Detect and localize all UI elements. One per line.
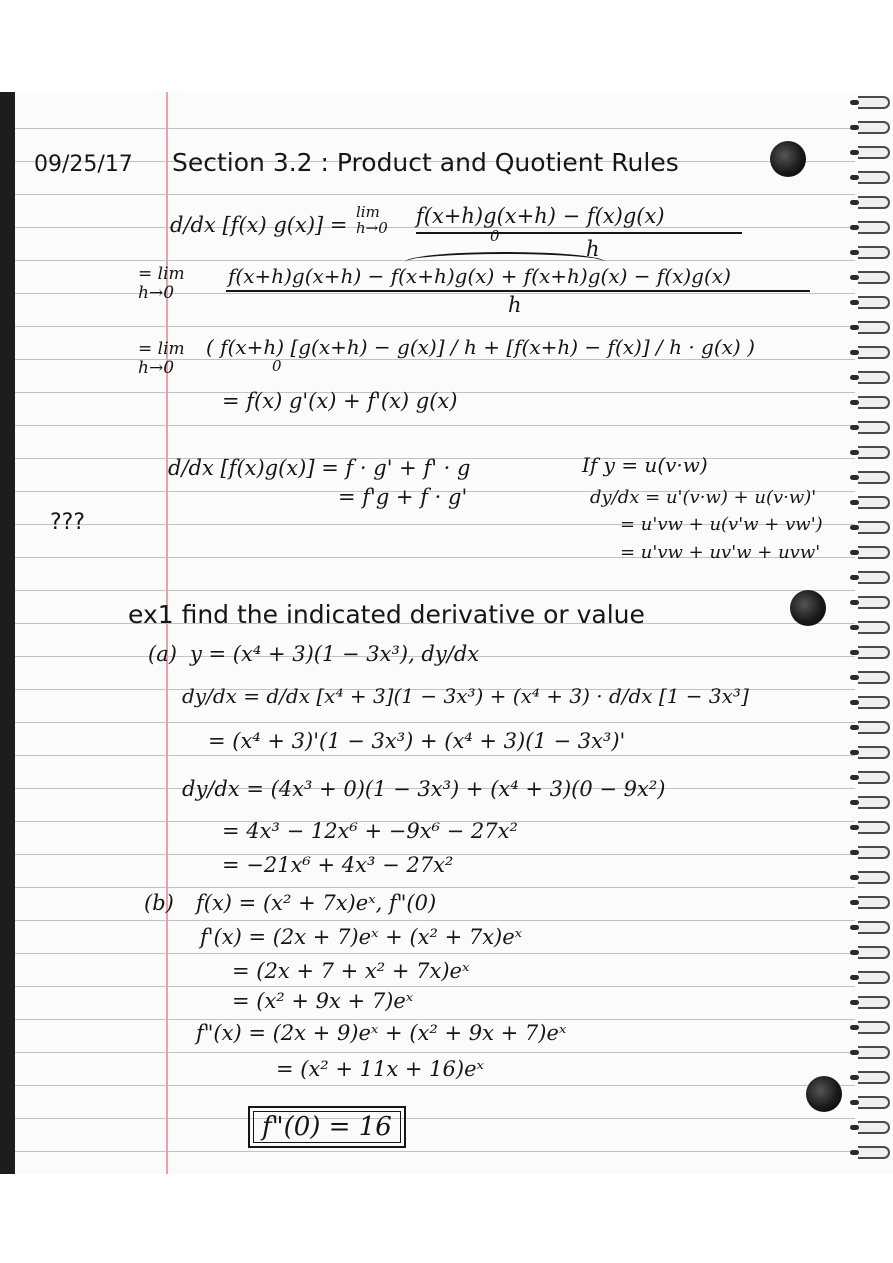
line2-lim: = lim h→0 (138, 264, 185, 303)
punch-hole-icon (790, 590, 826, 626)
spiral-coil-icon (858, 521, 890, 534)
line3-zero-mark: 0 (272, 357, 282, 375)
product-rule-line1: d/dx [f(x)g(x)] = f · g' + f' · g (168, 456, 471, 480)
final-answer: f"(0) = 16 (262, 1112, 392, 1142)
spiral-coil-icon (858, 96, 890, 109)
part-a-label: (a) (148, 642, 177, 666)
punch-hole-icon (770, 141, 806, 177)
spiral-coil-icon (858, 996, 890, 1009)
part-a-step2: = (x⁴ + 3)'(1 − 3x³) + (x⁴ + 3)(1 − 3x³)' (208, 729, 626, 753)
ruled-line (15, 887, 855, 888)
spiral-coil-icon (858, 1146, 890, 1159)
spiral-coil-icon (858, 796, 890, 809)
line3-lim: = lim h→0 (138, 339, 185, 378)
ruled-line (15, 920, 855, 921)
spiral-coil-icon (858, 1021, 890, 1034)
ruled-line (15, 986, 855, 987)
scan-edge (0, 92, 15, 1174)
spiral-coil-icon (858, 121, 890, 134)
spiral-coil-icon (858, 1096, 890, 1109)
spiral-coil-icon (858, 671, 890, 684)
part-b-problem: f(x) = (x² + 7x)eˣ, f"(0) (196, 891, 437, 915)
triple-rule-line2: dy/dx = u'(v·w) + u(v·w)' (590, 487, 817, 508)
spiral-coil-icon (858, 446, 890, 459)
spiral-coil-icon (858, 471, 890, 484)
spiral-coil-icon (858, 571, 890, 584)
note-date: 09/25/17 (34, 152, 133, 177)
spiral-coil-icon (858, 821, 890, 834)
spiral-coil-icon (858, 621, 890, 634)
spiral-coil-icon (858, 171, 890, 184)
spiral-coil-icon (858, 771, 890, 784)
part-a-step4: = 4x³ − 12x⁶ + −9x⁶ − 27x² (222, 819, 518, 843)
line2-numerator: f(x+h)g(x+h) − f(x+h)g(x) + f(x+h)g(x) − f(x)g(x) (228, 264, 731, 288)
spiral-coil-icon (858, 646, 890, 659)
spiral-coil-icon (858, 921, 890, 934)
spiral-coil-icon (858, 346, 890, 359)
spiral-coil-icon (858, 196, 890, 209)
spiral-coil-icon (858, 1071, 890, 1084)
spiral-coil-icon (858, 871, 890, 884)
triple-rule-line4: = u'vw + uv'w + uvw' (620, 542, 821, 563)
ruled-line (15, 1052, 855, 1053)
line1-fraction-bar (416, 232, 742, 234)
spiral-coil-icon (858, 546, 890, 559)
ruled-line (15, 1085, 855, 1086)
spiral-coil-icon (858, 396, 890, 409)
spiral-coil-icon (858, 371, 890, 384)
triple-rule-line3: = u'vw + u(v'w + vw') (620, 514, 823, 535)
ruled-line (15, 1118, 855, 1119)
spiral-coil-icon (858, 1121, 890, 1134)
example-heading: ex1 find the indicated derivative or value (128, 600, 645, 629)
spiral-coil-icon (858, 846, 890, 859)
part-b-step5: = (x² + 11x + 16)eˣ (276, 1057, 484, 1081)
spiral-coil-icon (858, 221, 890, 234)
spiral-coil-icon (858, 146, 890, 159)
ruled-line (15, 326, 855, 327)
triple-rule-line1: If y = u(v·w) (582, 453, 708, 477)
spiral-coil-icon (858, 246, 890, 259)
spiral-binding (852, 92, 893, 1174)
line1-lhs: d/dx [f(x) g(x)] = (170, 213, 348, 237)
spiral-coil-icon (858, 971, 890, 984)
margin-line (166, 92, 168, 1174)
punch-hole-icon (806, 1076, 842, 1112)
note-title: Section 3.2 : Product and Quotient Rules (172, 148, 679, 177)
spiral-coil-icon (858, 721, 890, 734)
line4-result: = f(x) g'(x) + f'(x) g(x) (222, 389, 458, 413)
ruled-line (15, 128, 855, 129)
spiral-coil-icon (858, 496, 890, 509)
spiral-coil-icon (858, 896, 890, 909)
spiral-coil-icon (858, 271, 890, 284)
line1-numerator: f(x+h)g(x+h) − f(x)g(x) (416, 204, 665, 228)
line3-expression: ( f(x+h) [g(x+h) − g(x)] / h + [f(x+h) − f(x)] / h · g(x) ) (206, 335, 755, 359)
line1-lim: lim h→0 (356, 203, 388, 237)
ruled-line (15, 1151, 855, 1152)
spiral-coil-icon (858, 321, 890, 334)
product-rule-line2: = f'g + f · g' (338, 485, 468, 509)
line2-denominator: h (508, 293, 522, 317)
line1-zero-mark: 0 (490, 227, 500, 245)
part-b-step2: = (2x + 7 + x² + 7x)eˣ (232, 959, 470, 983)
ruled-line (15, 755, 855, 756)
part-b-step4: f"(x) = (2x + 9)eˣ + (x² + 9x + 7)eˣ (196, 1021, 567, 1045)
part-a-step5: = −21x⁶ + 4x³ − 27x² (222, 853, 454, 877)
spiral-coil-icon (858, 421, 890, 434)
ruled-line (15, 953, 855, 954)
ruled-line (15, 194, 855, 195)
spiral-coil-icon (858, 946, 890, 959)
ruled-line (15, 590, 855, 591)
spiral-coil-icon (858, 746, 890, 759)
part-a-step3: dy/dx = (4x³ + 0)(1 − 3x³) + (x⁴ + 3)(0 − 9x²) (182, 777, 666, 801)
part-b-step3: = (x² + 9x + 7)eˣ (232, 989, 414, 1013)
spiral-coil-icon (858, 1046, 890, 1059)
spiral-coil-icon (858, 696, 890, 709)
final-answer-box (248, 1106, 406, 1148)
question-marks: ??? (50, 510, 86, 535)
part-a-problem: y = (x⁴ + 3)(1 − 3x³), dy/dx (190, 642, 480, 666)
ruled-line (15, 722, 855, 723)
part-a-step1: dy/dx = d/dx [x⁴ + 3](1 − 3x³) + (x⁴ + 3) · d/dx [1 − 3x³] (182, 684, 749, 708)
part-b-step1: f'(x) = (2x + 7)eˣ + (x² + 7x)eˣ (200, 925, 523, 949)
line1-denominator: h (586, 237, 600, 261)
spiral-coil-icon (858, 296, 890, 309)
part-b-label: (b) (144, 891, 174, 915)
ruled-line (15, 425, 855, 426)
spiral-coil-icon (858, 596, 890, 609)
